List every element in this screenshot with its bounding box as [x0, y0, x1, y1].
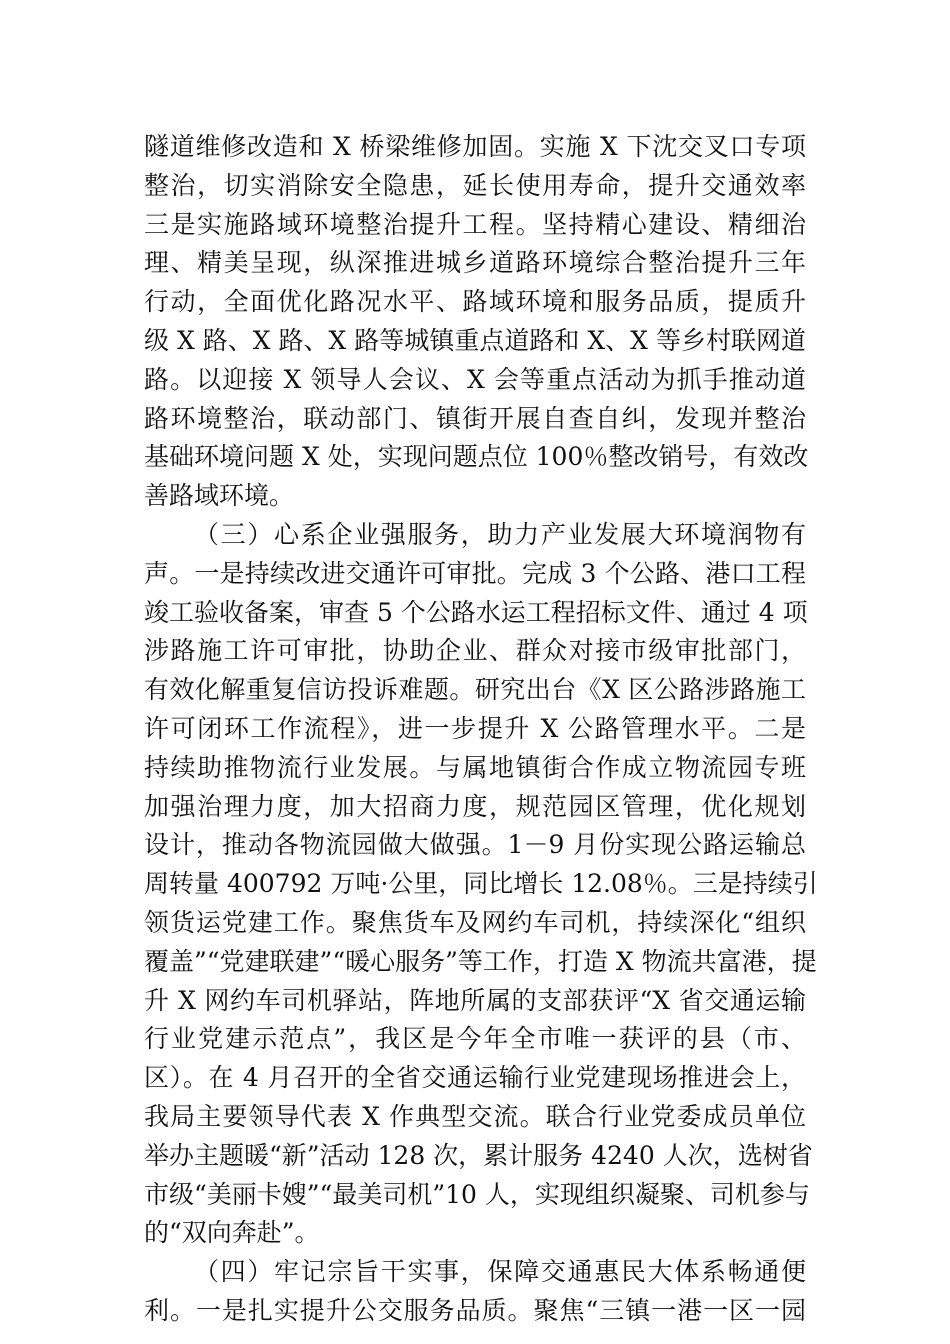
text-line: 利。一是扎实提升公交服务品质。聚焦“三镇一港一区一园 [144, 1295, 806, 1325]
text-line: 覆盖”“党建联建”“暖心服务”等工作，打造 X 物流共富港，提 [144, 946, 817, 976]
section-heading-line: （四）牢记宗旨干实事，保障交通惠民大体系畅通便 [194, 1257, 806, 1287]
text-line: 的“双向奔赴”。 [144, 1218, 320, 1248]
body-text [144, 128, 818, 1331]
text-line: 善路域环境。 [144, 481, 295, 511]
text-line: 声。一是持续改进交通许可审批。完成 3 个公路、港口工程 [144, 558, 806, 588]
text-line: 领货运党建工作。聚焦货车及网约车司机，持续深化“组织 [144, 907, 806, 937]
text-line: 升 X 网约车司机驿站，阵地所属的支部获评“X 省交通运输 [144, 985, 806, 1015]
text-line: 周转量 400792 万吨·公里，同比增长 12.08％。三是持续引 [144, 869, 818, 899]
text-line: 加强治理力度，加大招商力度，规范园区管理，优化规划 [144, 791, 806, 821]
text-line: 路。以迎接 X 领导人会议、X 会等重点活动为抓手推动道 [144, 364, 806, 394]
text-line: 三是实施路域环境整治提升工程。坚持精心建设、精细治 [144, 209, 806, 239]
text-line: 许可闭环工作流程》，进一步提升 X 公路管理水平。二是 [144, 713, 806, 743]
text-line: 持续助推物流行业发展。与属地镇街合作成立物流园专班 [144, 752, 806, 782]
text-line: 设计，推动各物流园做大做强。1－9 月份实现公路运输总 [144, 830, 806, 860]
text-line: 有效化解重复信访投诉难题。研究出台《X 区公路涉路施工 [144, 675, 806, 705]
text-line: 基础环境问题 X 处，实现问题点位 100％整改销号，有效改 [144, 442, 809, 472]
text-line: 整治，切实消除安全隐患，延长使用寿命，提升交通效率 [144, 170, 806, 200]
text-line: 涉路施工许可审批，协助企业、群众对接市级审批部门， [144, 636, 806, 666]
text-line: 行业党建示范点”，我区是今年全市唯一获评的县（市、 [144, 1024, 806, 1054]
text-line: 我局主要领导代表 X 作典型交流。联合行业党委成员单位 [144, 1101, 806, 1131]
text-line: 级 X 路、X 路、X 路等城镇重点道路和 X、X 等乡村联网道 [144, 325, 806, 355]
text-line: 隧道维修改造和 X 桥梁维修加固。实施 X 下沈交叉口专项 [144, 132, 806, 161]
text-line: 行动，全面优化路况水平、路域环境和服务品质，提质升 [144, 287, 806, 317]
text-line: 竣工验收备案，审查 5 个公路水运工程招标文件、通过 4 项 [144, 597, 808, 627]
section-heading-line: （三）心系企业强服务，助力产业发展大环境润物有 [194, 519, 806, 549]
text-line: 路环境整治，联动部门、镇街开展自查自纠，发现并整治 [144, 403, 806, 433]
text-line: 理、精美呈现，纵深推进城乡道路环境综合整治提升三年 [144, 248, 806, 278]
text-line: 市级“美丽卡嫂”“最美司机”10 人，实现组织凝聚、司机参与 [144, 1179, 810, 1209]
text-line: 举办主题暖“新”活动 128 次，累计服务 4240 人次，选树省 [144, 1140, 813, 1170]
text-line: 区）。在 4 月召开的全省交通运输行业党建现场推进会上， [144, 1063, 806, 1093]
